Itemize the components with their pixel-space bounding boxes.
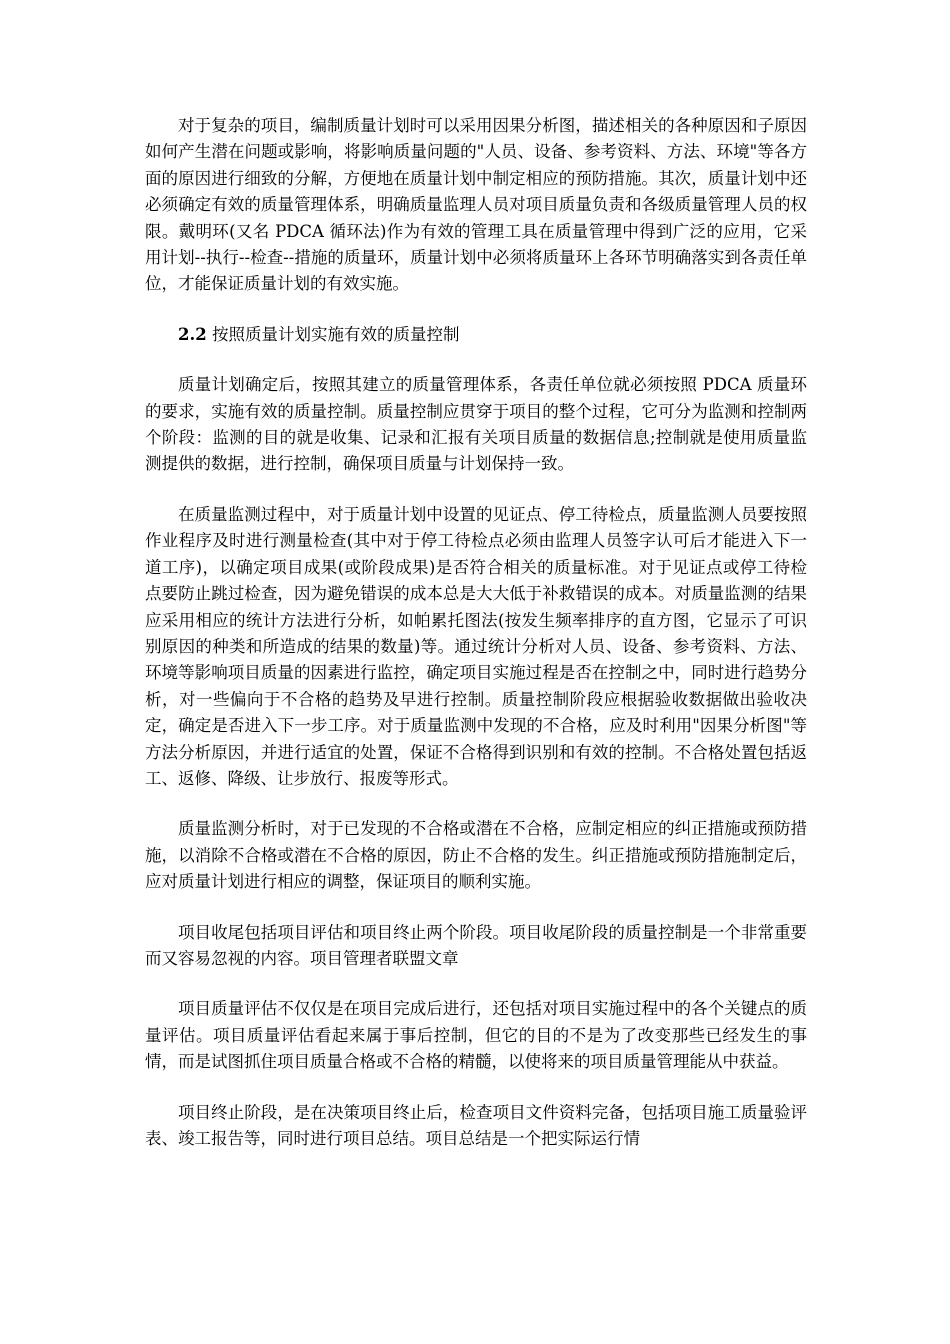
paragraph-cause-analysis: 对于复杂的项目，编制质量计划时可以采用因果分析图，描述相关的各种原因和子原因如何产生潜在问题或影响，将影响质量问题的"人员、设备、参考资料、方法、环境"等各方面的原因进行细致的分解，方便地在质量计划中制定相应的预防措施。其次，质量计划中还必须确定有效的质量管理体系，明确质量监理人员对项目质量负责和各级质量管理人员的权限。戴明环(又名 PDCA 循环法)作为有效的管理工具在质量管理中得到广泛的应用，它采用计划--执行--检查--措施的质量环，质量计划中必须将质量环上各环节明确落实到各责任单位，才能保证质量计划的有效实施。 bbox=[145, 116, 807, 294]
paragraph-quality-evaluation: 项目质量评估不仅仅是在项目完成后进行，还包括对项目实施过程中的各个关键点的质量评估。项目质量评估看起来属于事后控制，但它的目的不是为了改变那些已经发生的事情，而是试图抓住项目质量合格或不合格的精髓，以使将来的项目质量管理能从中获益。 bbox=[145, 999, 807, 1072]
document-body bbox=[145, 113, 807, 1176]
section-title: 按照质量计划实施有效的质量控制 bbox=[211, 324, 460, 344]
paragraph-corrective-measures: 质量监测分析时，对于已发现的不合格或潜在不合格，应制定相应的纠正措施或预防措施，以消除不合格或潜在不合格的原因，防止不合格的发生。纠正措施或预防措施制定后，应对质量计划进行相应的调整，保证项目的顺利实施。 bbox=[145, 819, 807, 892]
paragraph-quality-monitoring: 在质量监测过程中，对于质量计划中设置的见证点、停工待检点，质量监测人员要按照作业程序及时进行测量检查(其中对于停工待检点必须由监理人员签字认可后才能进入下一道工序)，以确定项目成果(或阶段成果)是否符合相关的质量标准。对于见证点或停工待检点要防止跳过检查，因为避免错误的成本总是大大低于补救错误的成本。对质量监测的结果应采用相应的统计方法进行分析，如帕累托图法(按发生频率排序的直方图，它显示了可识别原因的种类和所造成的结果的数量)等。通过统计分析对人员、设备、参考资料、方法、环境等影响项目质量的因素进行监控，确定项目实施过程是否在控制之中，同时进行趋势分析，对一些偏向于不合格的趋势及早进行控制。质量控制阶段应根据验收数据做出验收决定，确定是否进入下一步工序。对于质量监测中发现的不合格，应及时利用"因果分析图"等方法分析原因，并进行适宜的处置，保证不合格得到识别和有效的控制。不合格处置包括返工、返修、降级、让步放行、报废等形式。 bbox=[145, 504, 807, 788]
paragraph-quality-control: 质量计划确定后，按照其建立的质量管理体系，各责任单位就必须按照 PDCA 质量环的要求，实施有效的质量控制。质量控制应贯穿于项目的整个过程，它可分为监测和控制两个阶段：监测的目的就是收集、记录和汇报有关项目质量的数据信息;控制就是使用质量监测提供的数据，进行控制，确保项目质量与计划保持一致。 bbox=[145, 375, 807, 474]
section-number: 2.2 bbox=[178, 324, 207, 344]
paragraph-project-closure: 项目收尾包括项目评估和项目终止两个阶段。项目收尾阶段的质量控制是一个非常重要而又容易忽视的内容。项目管理者联盟文章 bbox=[145, 922, 807, 968]
paragraph-project-termination: 项目终止阶段，是在决策项目终止后，检查项目文件资料完备，包括项目施工质量验评表、竣工报告等，同时进行项目总结。项目总结是一个把实际运行情 bbox=[145, 1102, 807, 1148]
section-heading bbox=[145, 322, 807, 348]
